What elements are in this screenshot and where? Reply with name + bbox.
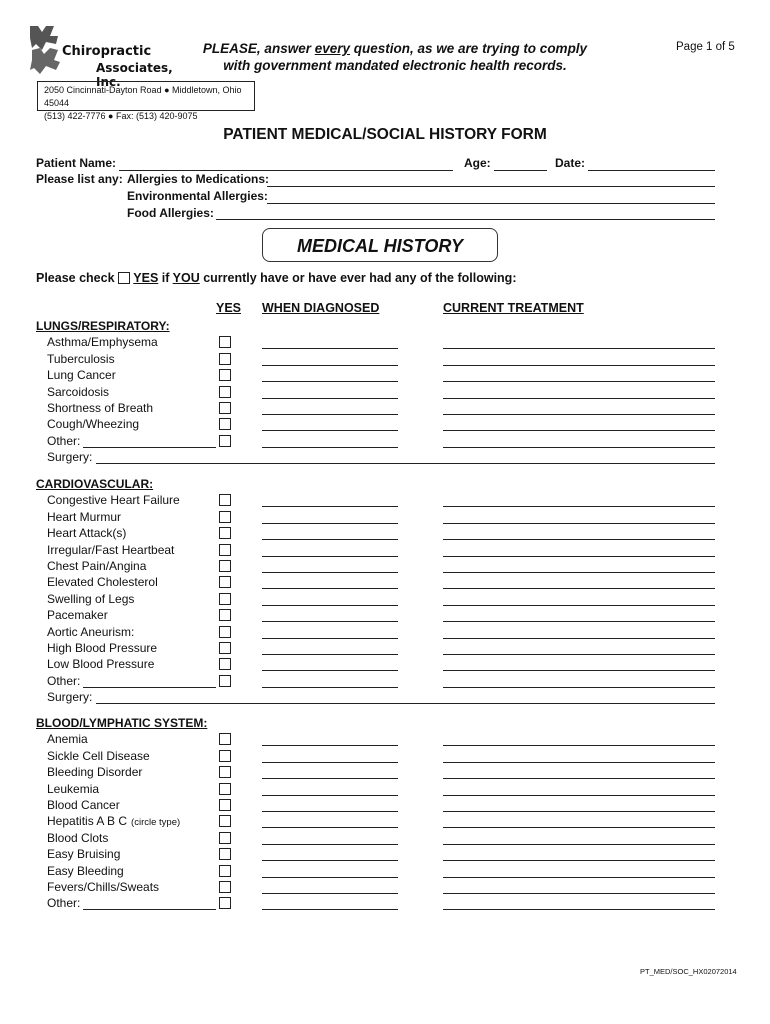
when-diagnosed-field[interactable] [262,506,398,507]
form-title: PATIENT MEDICAL/SOCIAL HISTORY FORM [223,126,547,143]
when-diagnosed-field[interactable] [262,844,398,845]
yes-checkbox[interactable] [219,527,231,539]
current-treatment-field[interactable] [443,654,715,655]
yes-checkbox[interactable] [219,832,231,844]
when-diagnosed-field[interactable] [262,381,398,382]
yes-checkbox[interactable] [219,418,231,430]
env-allergies-field[interactable] [267,203,715,204]
age-label: Age: [464,156,491,170]
yes-checkbox[interactable] [219,560,231,572]
patient-name-label: Patient Name: [36,156,117,170]
condition-label: Bleeding Disorder [47,765,143,780]
col-yes: YES [216,301,242,315]
yes-checkbox[interactable] [219,386,231,398]
when-diagnosed-field[interactable] [262,909,398,910]
notice: PLEASE, answer every question, as we are trying to comply with government mandated electronic health records. [185,40,605,74]
current-treatment-field[interactable] [443,556,715,557]
condition-label: Sickle Cell Disease [47,748,150,763]
condition-label: Sarcoidosis [47,384,110,399]
yes-checkbox[interactable] [219,494,231,506]
current-treatment-field[interactable] [443,670,715,671]
date-field[interactable] [588,170,715,171]
current-treatment-field[interactable] [443,588,715,589]
condition-label: Swelling of Legs [47,591,135,606]
condition-label: Cough/Wheezing [47,417,140,432]
yes-checkbox[interactable] [219,766,231,778]
date-label: Date: [555,156,586,170]
current-treatment-field[interactable] [443,414,715,415]
yes-checkbox[interactable] [219,353,231,365]
yes-checkbox[interactable] [219,544,231,556]
logo [28,24,173,89]
section-banner: MEDICAL HISTORY [262,228,498,262]
when-diagnosed-field[interactable] [262,556,398,557]
current-treatment-field[interactable] [443,811,715,812]
col-when-diagnosed: WHEN DIAGNOSED [262,301,380,315]
instruction-checkbox-icon [118,272,130,284]
current-treatment-field[interactable] [443,778,715,779]
surgery-field[interactable] [96,463,715,464]
other-label: Other: [47,673,81,688]
current-treatment-field[interactable] [443,795,715,796]
when-diagnosed-field[interactable] [262,523,398,524]
when-diagnosed-field[interactable] [262,795,398,796]
surgery-label: Surgery: [47,450,93,465]
current-treatment-field[interactable] [443,447,715,448]
condition-label: Heart Murmur [47,509,122,524]
env-allergies-label: Environmental Allergies: [127,189,268,203]
when-diagnosed-field[interactable] [262,398,398,399]
when-diagnosed-field[interactable] [262,860,398,861]
condition-label: Asthma/Emphysema [47,335,158,350]
when-diagnosed-field[interactable] [262,893,398,894]
current-treatment-field[interactable] [443,745,715,746]
condition-label: Elevated Cholesterol [47,575,158,590]
condition-label: Heart Attack(s) [47,526,127,541]
current-treatment-field[interactable] [443,539,715,540]
list-any-label: Please list any: [36,172,123,186]
yes-checkbox[interactable] [219,369,231,381]
yes-checkbox[interactable] [219,733,231,745]
current-treatment-field[interactable] [443,893,715,894]
current-treatment-field[interactable] [443,398,715,399]
current-treatment-field[interactable] [443,381,715,382]
when-diagnosed-field[interactable] [262,605,398,606]
when-diagnosed-field[interactable] [262,430,398,431]
when-diagnosed-field[interactable] [262,811,398,812]
condition-label: Irregular/Fast Heartbeat [47,542,175,557]
current-treatment-field[interactable] [443,430,715,431]
when-diagnosed-field[interactable] [262,638,398,639]
condition-label: Blood Cancer [47,798,120,812]
yes-checkbox[interactable] [219,336,231,348]
age-field[interactable] [494,170,547,171]
patient-name-field[interactable] [119,170,453,171]
current-treatment-field[interactable] [443,605,715,606]
current-treatment-field[interactable] [443,365,715,366]
yes-checkbox[interactable] [219,783,231,795]
current-treatment-field[interactable] [443,762,715,763]
condition-label: Blood Clots [47,830,109,845]
when-diagnosed-field[interactable] [262,447,398,448]
yes-checkbox[interactable] [219,593,231,605]
med-allergies-field[interactable] [267,186,715,187]
yes-checkbox[interactable] [219,865,231,877]
yes-checkbox[interactable] [219,675,231,687]
yes-checkbox[interactable] [219,626,231,638]
condition-label: Pacemaker [47,608,108,623]
current-treatment-field[interactable] [443,523,715,524]
when-diagnosed-field[interactable] [262,745,398,746]
food-allergies-label: Food Allergies: [127,206,214,220]
condition-label: Chest Pain/Angina [47,559,147,573]
condition-label: Shortness of Breath [47,401,154,415]
yes-checkbox[interactable] [219,897,231,909]
condition-label: Low Blood Pressure [47,657,155,672]
yes-checkbox[interactable] [219,402,231,414]
current-treatment-field[interactable] [443,827,715,828]
yes-checkbox[interactable] [219,815,231,827]
when-diagnosed-field[interactable] [262,687,398,688]
when-diagnosed-field[interactable] [262,348,398,349]
yes-checkbox[interactable] [219,799,231,811]
condition-label: High Blood Pressure [47,641,158,655]
condition-label: Lung Cancer [47,368,116,383]
instruction: Please check YES if YOU currently have or have ever had any of the following: [36,271,517,285]
notice-line2: with government mandated electronic health records. [223,58,567,73]
current-treatment-field[interactable] [443,621,715,622]
condition-label: Congestive Heart Failure [47,493,180,508]
yes-checkbox[interactable] [219,609,231,621]
food-allergies-field[interactable] [216,219,715,220]
logo-line1: Chiropractic [62,44,152,59]
notice-emphasis: every [314,41,351,56]
when-diagnosed-field[interactable] [262,654,398,655]
current-treatment-field[interactable] [443,506,715,507]
current-treatment-field[interactable] [443,572,715,573]
when-diagnosed-field[interactable] [262,414,398,415]
address-box [37,81,255,121]
form-code: PT_MED/SOC_HX02072014 [640,967,737,976]
current-treatment-field[interactable] [443,687,715,688]
other-field[interactable] [83,447,216,448]
current-treatment-field[interactable] [443,348,715,349]
med-allergies-label: Allergies to Medications: [127,172,270,186]
surgery-label: Surgery: [47,690,93,705]
yes-checkbox[interactable] [219,658,231,670]
current-treatment-field[interactable] [443,909,715,910]
current-treatment-field[interactable] [443,877,715,878]
address-line1: 2050 Cincinnati-Dayton Road ● Middletown, Ohio 45044 [44,85,242,108]
condition-label: Anemia [47,732,88,747]
when-diagnosed-field[interactable] [262,588,398,589]
condition-label: Easy Bleeding [47,863,124,878]
section-title: BLOOD/LYMPHATIC SYSTEM: [36,716,208,730]
condition-label: Fevers/Chills/Sweats [47,880,160,894]
when-diagnosed-field[interactable] [262,827,398,828]
other-label: Other: [47,433,81,448]
when-diagnosed-field[interactable] [262,877,398,878]
hepatitis-note: (circle type) [131,817,181,829]
when-diagnosed-field[interactable] [262,572,398,573]
yes-checkbox[interactable] [219,881,231,893]
condition-label: Leukemia [47,781,100,796]
other-field[interactable] [83,909,216,910]
yes-checkbox[interactable] [219,848,231,860]
section-title: LUNGS/RESPIRATORY: [36,319,170,333]
col-current-treatment: CURRENT TREATMENT [443,301,584,315]
condition-label: Aortic Aneurism: [47,624,135,639]
condition-label: Easy Bruising [47,847,121,862]
when-diagnosed-field[interactable] [262,778,398,779]
when-diagnosed-field[interactable] [262,670,398,671]
address-line2: (513) 422-7776 ● Fax: (513) 420-9075 [44,111,198,121]
current-treatment-field[interactable] [443,844,715,845]
surgery-field[interactable] [96,703,715,704]
current-treatment-field[interactable] [443,638,715,639]
other-field[interactable] [83,687,216,688]
yes-checkbox[interactable] [219,642,231,654]
when-diagnosed-field[interactable] [262,621,398,622]
yes-checkbox[interactable] [219,511,231,523]
other-label: Other: [47,896,81,911]
condition-label: Tuberculosis [47,351,115,366]
when-diagnosed-field[interactable] [262,539,398,540]
when-diagnosed-field[interactable] [262,365,398,366]
section-title: CARDIOVASCULAR: [36,477,154,491]
yes-checkbox[interactable] [219,750,231,762]
current-treatment-field[interactable] [443,860,715,861]
condition-label: Hepatitis A B C (circle type) [47,814,181,829]
logo-line2: Associates, Inc. [96,61,173,89]
yes-checkbox[interactable] [219,576,231,588]
when-diagnosed-field[interactable] [262,762,398,763]
page-number: Page 1 of 5 [676,41,735,53]
yes-checkbox[interactable] [219,435,231,447]
